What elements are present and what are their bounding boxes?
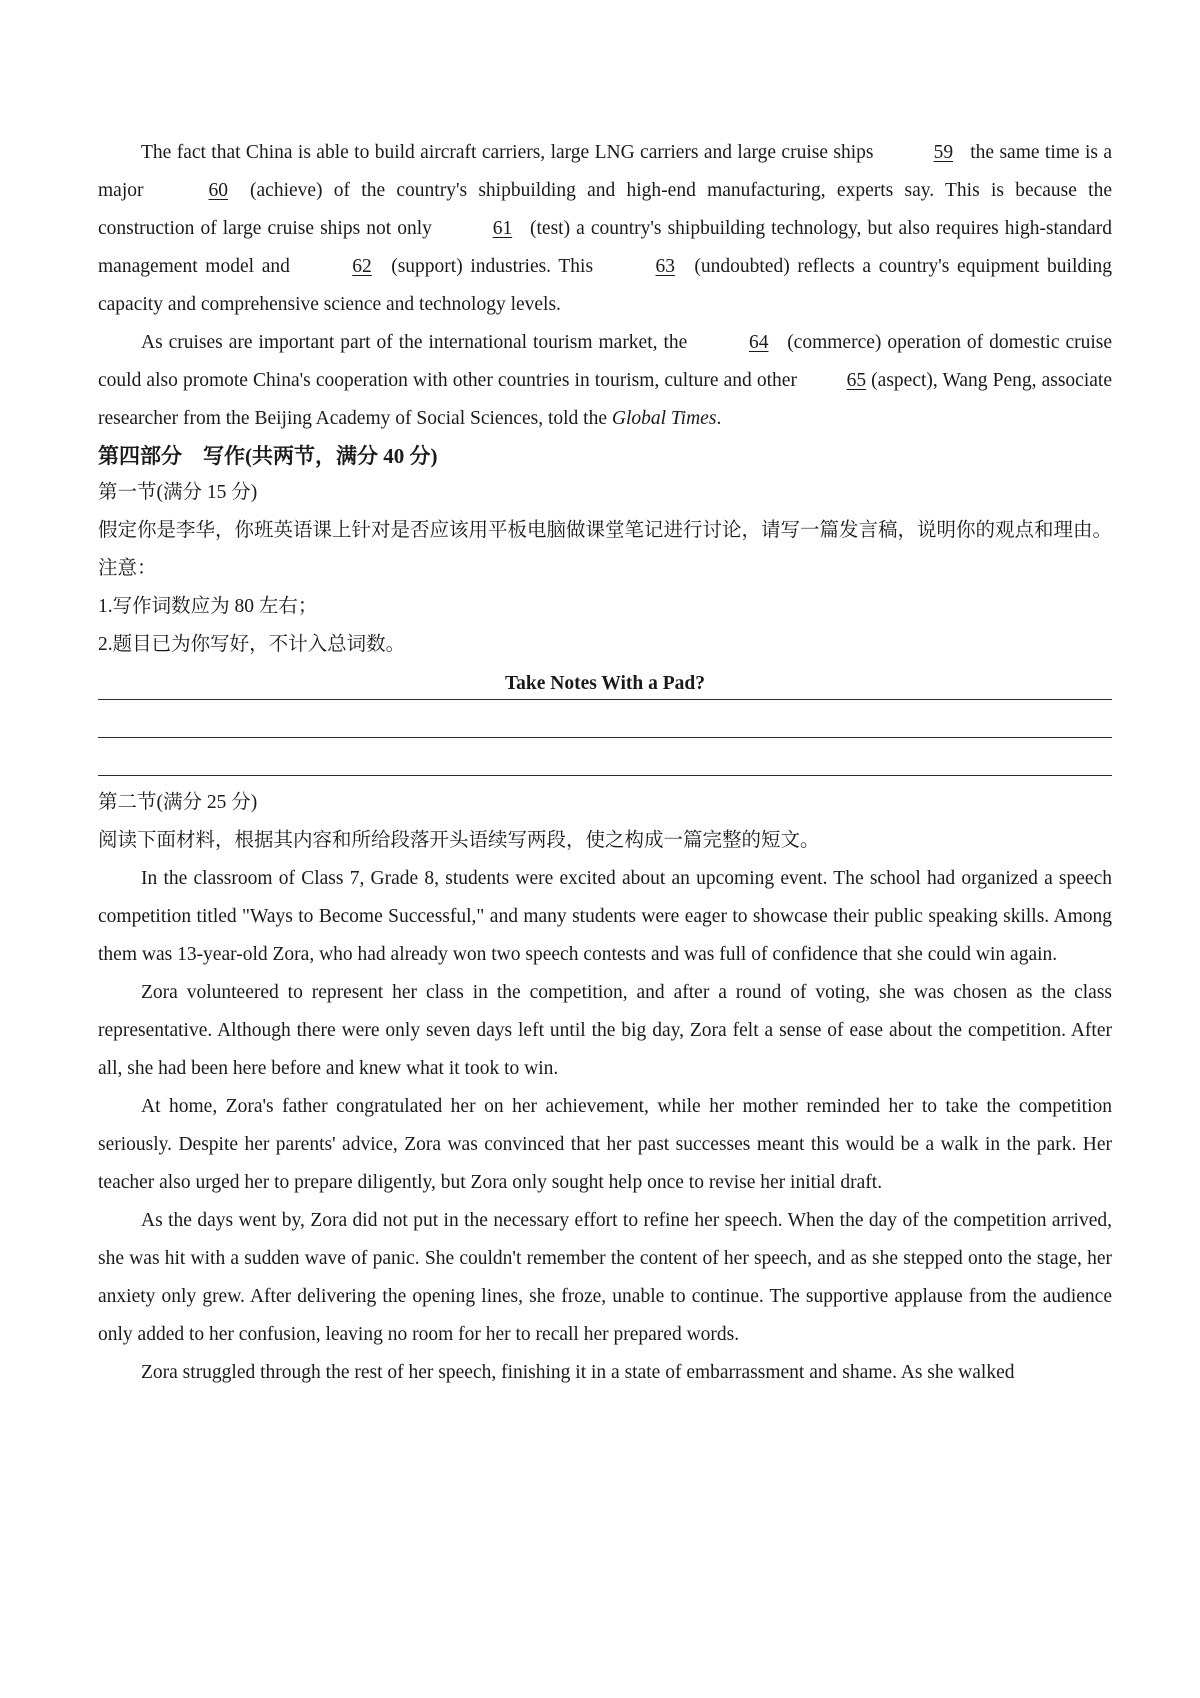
section1-prompt: 假定你是李华，你班英语课上针对是否应该用平板电脑做课堂笔记进行讨论，请写一篇发言稿，说明你的观点和理由。 bbox=[98, 520, 1113, 541]
story-paragraph: Zora volunteered to represent her class in the competition, and after a round of voting, she was chosen as the class representative. Although there were only seven days left until the big day, Zora felt a sense of ease about the competition. After all, she had been here before and knew what it took to win. bbox=[98, 982, 1112, 1079]
publication-name: Global Times bbox=[611, 408, 717, 429]
passage-paragraph-1 bbox=[98, 134, 1112, 324]
passage-text: As cruises are important part of the international tourism market, the bbox=[141, 332, 688, 353]
passage-paragraph-2 bbox=[98, 324, 1112, 438]
note-1: 1.写作词数应为 80 左右； bbox=[98, 596, 318, 617]
exam-page bbox=[98, 134, 1112, 1392]
story-paragraph: As the days went by, Zora did not put in the necessary effort to refine her speech. When the day of the competition arrived, she was hit with a sudden wave of panic. She couldn't remember the content of her speech, and as she stepped onto the stage, her anxiety only grew. After delivering the opening lines, she froze, unable to continue. The supportive applause from the audience only added to her confusion, leaving no room for her to recall her prepared words. bbox=[98, 1210, 1112, 1345]
blank-61: 61 bbox=[492, 218, 513, 239]
passage-text: (aspect), Wang Peng, associate researcher from the Beijing Academy of Social Sciences, told the bbox=[98, 370, 1112, 429]
blank-59: 59 bbox=[933, 142, 954, 163]
writing-line bbox=[98, 700, 1112, 738]
story-paragraph: In the classroom of Class 7, Grade 8, students were excited about an upcoming event. The school had organized a speech competition titled "Ways to Become Successful," and many students were eager to showcase their public speaking skills. Among them was 13-year-old Zora, who had already won two speech contests and was full of confidence that she could win again. bbox=[98, 868, 1112, 965]
essay-title: Take Notes With a Pad? bbox=[504, 673, 706, 694]
passage-text: The fact that China is able to build aircraft carriers, large LNG carriers and large cruise ships bbox=[141, 142, 874, 163]
story-paragraph: Zora struggled through the rest of her speech, finishing it in a state of embarrassment and shame. As she walked bbox=[141, 1362, 1015, 1383]
passage-text: the same time is a major bbox=[98, 142, 1113, 201]
passage-text: (commerce) operation of domestic cruise could also promote China's cooperation with other countries in tourism, culture and other bbox=[98, 332, 1113, 391]
passage-text: (achieve) of the country's shipbuilding and high-end manufacturing, experts say. This is because the construction of large cruise ships not only bbox=[98, 180, 1113, 239]
story-paragraph: At home, Zora's father congratulated her on her achievement, while her mother reminded her to take the competition seriously. Despite her parents' advice, Zora was convinced that her past successes meant this would be a walk in the park. Her teacher also urged her to prepare diligently, but Zora only sought help once to revise her initial draft. bbox=[98, 1096, 1112, 1193]
passage-text: . bbox=[716, 408, 722, 429]
passage-text: (test) a country's shipbuilding technology, but also requires high-standard management model and bbox=[98, 218, 1112, 277]
note-2: 2.题目已为你写好，不计入总词数。 bbox=[98, 634, 406, 655]
section2-title: 第二节(满分 25 分) bbox=[98, 792, 258, 813]
passage-text: (support) industries. This bbox=[391, 256, 594, 277]
writing-line bbox=[98, 738, 1112, 776]
blank-63: 63 bbox=[655, 256, 675, 277]
blank-65: 65 bbox=[846, 370, 867, 391]
section2-prompt: 阅读下面材料，根据其内容和所给段落开头语续写两段，使之构成一篇完整的短文。 bbox=[98, 830, 820, 851]
notes-label: 注意： bbox=[98, 558, 157, 579]
part4-heading: 第四部分 写作(共两节，满分 40 分) bbox=[98, 444, 438, 468]
section1-title: 第一节(满分 15 分) bbox=[98, 482, 258, 503]
blank-64: 64 bbox=[748, 332, 769, 353]
blank-62: 62 bbox=[352, 256, 372, 277]
passage-text: (undoubted) reflects a country's equipment building capacity and comprehensive science and technology levels. bbox=[98, 256, 1113, 315]
blank-60: 60 bbox=[208, 180, 228, 201]
